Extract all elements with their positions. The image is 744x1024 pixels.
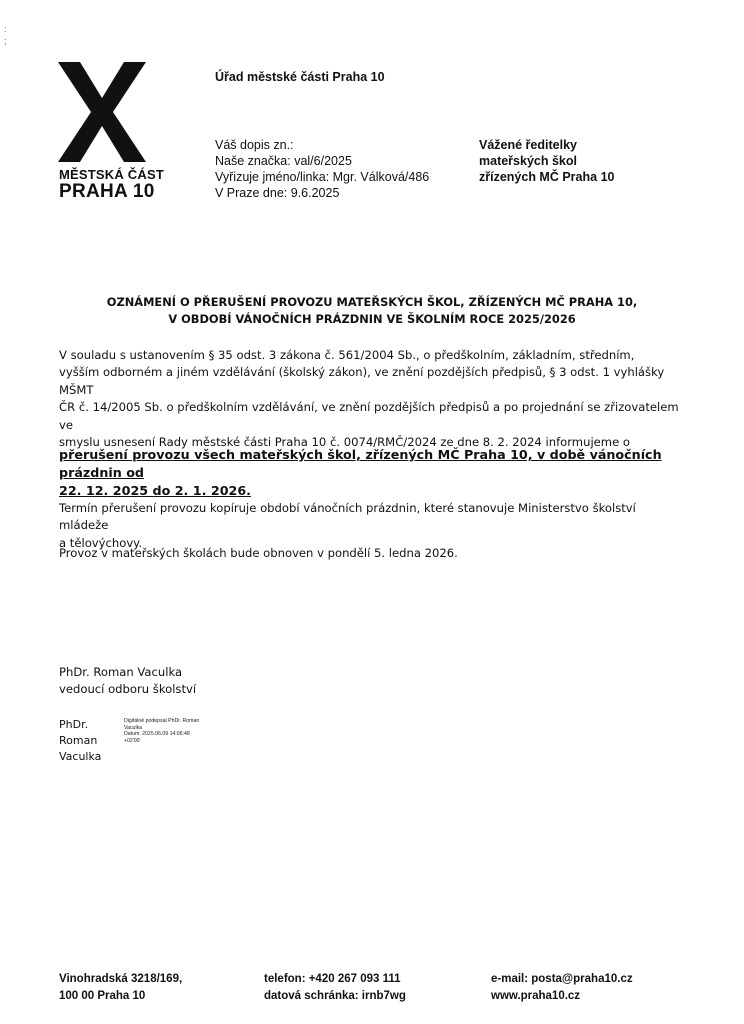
- footer-address: Vinohradská 3218/169, 100 00 Praha 10: [59, 973, 183, 1002]
- signature-block: [59, 664, 196, 699]
- logo-text-line2: PRAHA 10: [59, 181, 155, 202]
- website-link[interactable]: www.praha10.cz: [491, 989, 581, 1002]
- ref-line: V Praze dne: 9.6.2025: [215, 186, 340, 200]
- text-line: a tělovýchovy.: [59, 535, 143, 550]
- text-line: vyšším odborném a jiném vzdělávání (školský zákon), ve znění pozdějších předpisů, § 3 odst. 1 vyhlášky MŠMT: [59, 365, 665, 397]
- resume-paragraph: Provoz v mateřských školách bude obnoven v pondělí 5. ledna 2026.: [59, 546, 458, 560]
- ref-line: Váš dopis zn.:: [215, 138, 294, 152]
- title-line: OZNÁMENÍ O PŘERUŠENÍ PROVOZU MATEŘSKÝCH ŠKOL, ZŘÍZENÝCH MČ PRAHA 10,: [106, 295, 638, 309]
- text-line: Termín přerušení provozu kopíruje období vánočních prázdnin, které stanovuje Ministerstvo školství mládeže: [59, 501, 636, 533]
- footer-contact: telefon: +420 267 093 111 datová schránka: irnb7wg: [264, 973, 406, 1002]
- announcement-line: 22. 12. 2025 do 2. 1. 2026.: [59, 483, 251, 498]
- office-name: Úřad městské části Praha 10: [215, 70, 385, 84]
- recipient-block: [479, 137, 614, 185]
- digital-signature-stamp: Digitálně podepsal PhDr. Roman Vaculka Datum: 2025.06.09 14:06:48 +02'00': [124, 718, 200, 744]
- recipient-line: mateřských škol: [479, 154, 577, 168]
- ref-line: Vyřizuje jméno/linka: Mgr. Válková/486: [215, 170, 430, 184]
- document-title: [0, 294, 744, 328]
- praha10-logo-icon: [58, 62, 146, 162]
- logo-text-line1: MĚSTSKÁ ČÁST: [59, 167, 164, 182]
- signatory-role: vedoucí odboru školství: [59, 682, 197, 697]
- scan-artifact: :: [4, 24, 7, 34]
- signatory-name: PhDr. Roman Vaculka: [59, 665, 183, 679]
- scan-artifact: ;: [4, 36, 7, 46]
- text-line: V souladu s ustanovením § 35 odst. 3 zákona č. 561/2004 Sb., o předškolním, základním, středním,: [59, 348, 635, 362]
- digital-signature-name: PhDr. Roman Vaculka: [59, 718, 102, 763]
- title-line: V OBDOBÍ VÁNOČNÍCH PRÁZDNIN VE ŠKOLNÍM ROCE 2025/2026: [168, 312, 576, 326]
- text-line: smyslu usnesení Rady městské části Praha 10 č. 0074/RMČ/2024 ze dne 8. 2. 2024 informujeme o: [59, 435, 631, 450]
- reference-block: [215, 137, 429, 201]
- text-line: ČR č. 14/2005 Sb. o předškolním vzdělávání, ve znění pozdějších předpisů a po projednání se zřizovatelem ve: [59, 400, 679, 432]
- recipient-line: zřízených MČ Praha 10: [479, 170, 615, 184]
- footer-web: [491, 971, 633, 1004]
- recipient-line: Vážené ředitelky: [479, 138, 577, 152]
- email-link[interactable]: e-mail: posta@praha10.cz: [491, 973, 633, 985]
- ref-line: Naše značka: val/6/2025: [215, 154, 352, 168]
- announcement: [59, 446, 679, 500]
- intro-paragraph: [59, 347, 679, 451]
- announcement-line: přerušení provozu všech mateřských škol, zřízených MČ Praha 10, v době vánočních prázdnin od: [59, 447, 662, 480]
